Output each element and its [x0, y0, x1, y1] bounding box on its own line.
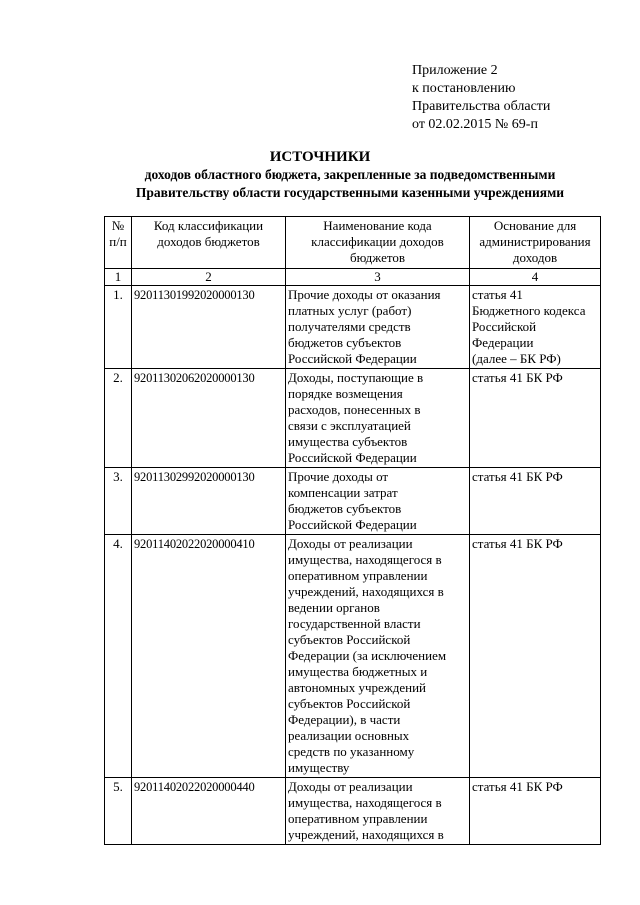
header-name: Наименование кода классификации доходов бюджетов [286, 217, 470, 269]
row-name: Доходы от реализации имущества, находящегося в оперативном управлении учреждений, находящихся в [286, 778, 470, 845]
row-basis: статья 41 БК РФ [470, 535, 601, 778]
sources-table [104, 216, 601, 845]
column-number-row [105, 269, 601, 286]
column-number: 1 [105, 269, 132, 286]
approval-block [412, 62, 632, 134]
row-name: Доходы, поступающие в порядке возмещения расходов, понесенных в связи с эксплуатацией имущества субъектов Российской Федерации [286, 369, 470, 468]
column-number: 3 [286, 269, 470, 286]
row-code: 92011402022020000440 [132, 778, 286, 845]
row-code: 92011302992020000130 [132, 468, 286, 535]
row-number: 3. [105, 468, 132, 535]
table-row [105, 369, 601, 468]
row-basis: статья 41 БК РФ [470, 778, 601, 845]
row-number: 5. [105, 778, 132, 845]
row-basis: статья 41 БК РФ [470, 468, 601, 535]
table-row [105, 468, 601, 535]
document-subtitle [60, 166, 640, 202]
column-number: 2 [132, 269, 286, 286]
document-title: ИСТОЧНИКИ [269, 149, 371, 165]
row-basis: статья 41 Бюджетного кодекса Российской Федерации (далее – БК РФ) [470, 286, 601, 369]
row-name: Прочие доходы от оказания платных услуг (работ) получателями средств бюджетов субъектов Российской Федерации [286, 286, 470, 369]
row-number: 4. [105, 535, 132, 778]
row-basis: статья 41 БК РФ [470, 369, 601, 468]
row-code: 92011302062020000130 [132, 369, 286, 468]
header-basis: Основание для администрирования доходов [470, 217, 601, 269]
table-header-row [105, 217, 601, 269]
header-num: № п/п [105, 217, 132, 269]
row-name: Доходы от реализации имущества, находящегося в оперативном управлении учреждений, находящихся в ведении органов государственной власти субъектов Российской Федерации (за исключением имущества бюджетных и автономных учреждений субъектов Российской Федерации), в части реализации основных средств по указанному имуществу [286, 535, 470, 778]
table-row [105, 778, 601, 845]
table-row [105, 535, 601, 778]
table-row [105, 286, 601, 369]
header-code: Код классификации доходов бюджетов [132, 217, 286, 269]
row-name: Прочие доходы от компенсации затрат бюджетов субъектов Российской Федерации [286, 468, 470, 535]
row-number: 2. [105, 369, 132, 468]
approval-line: Правительства области [412, 99, 551, 114]
approval-line: от 02.02.2015 № 69-п [412, 117, 538, 132]
subtitle-line: Правительству области государственными казенными учреждениями [135, 185, 565, 200]
subtitle-line: доходов областного бюджета, закрепленные за подведомственными [144, 167, 556, 182]
approval-line: к постановлению [412, 81, 516, 96]
column-number: 4 [470, 269, 601, 286]
approval-line: Приложение 2 [412, 63, 498, 78]
row-number: 1. [105, 286, 132, 369]
row-code: 92011301992020000130 [132, 286, 286, 369]
row-code: 92011402022020000410 [132, 535, 286, 778]
